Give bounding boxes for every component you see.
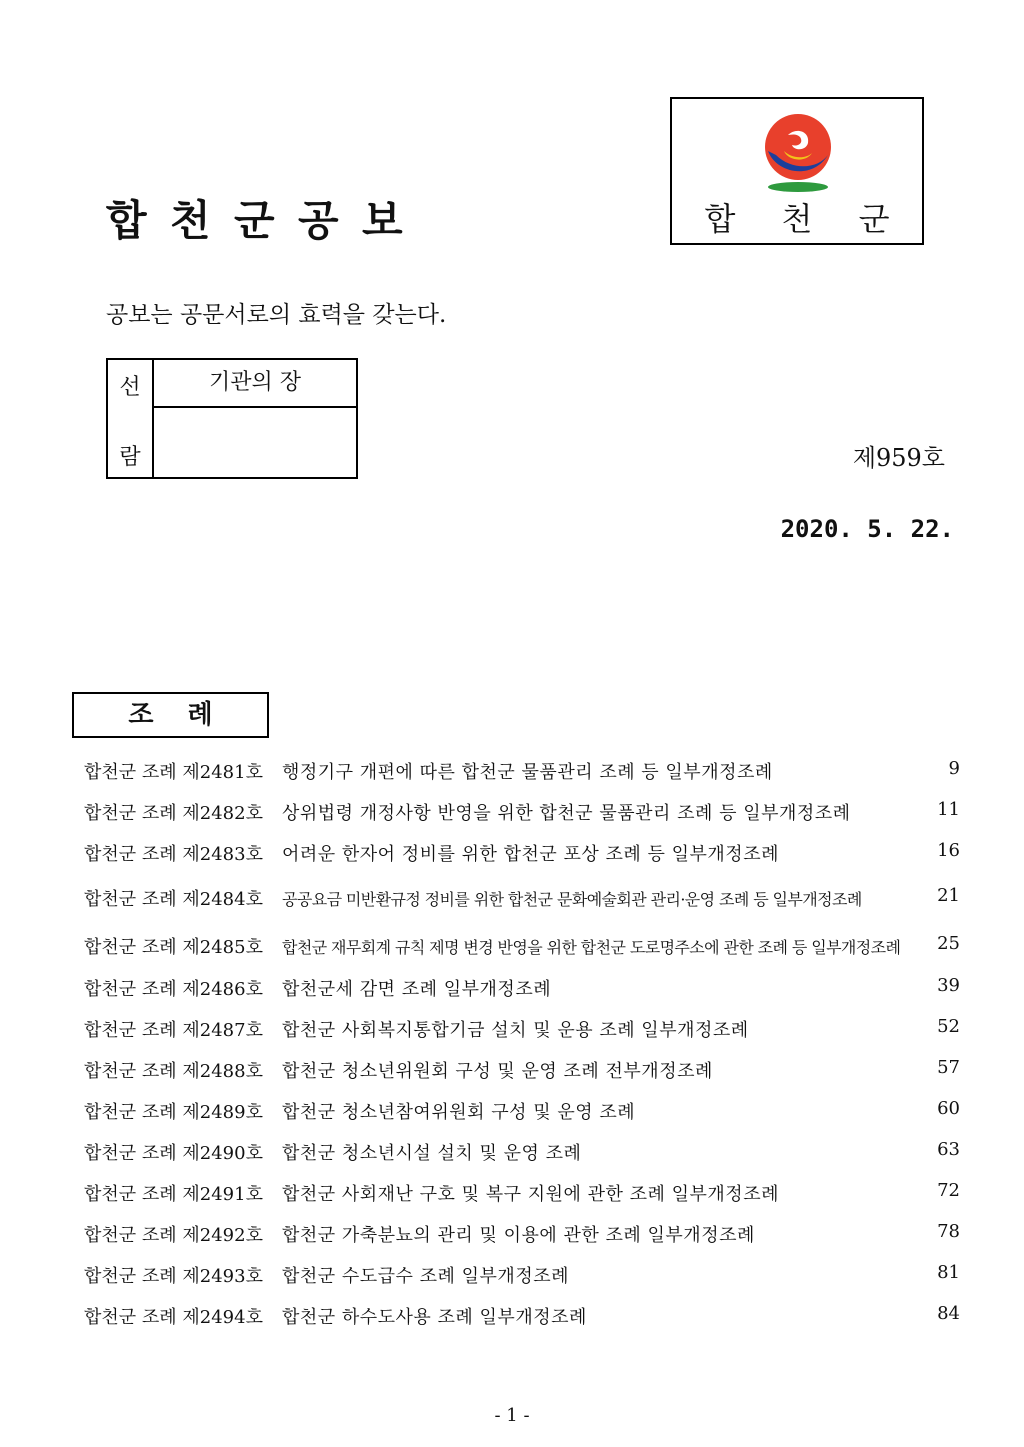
toc-page: 78 (937, 1221, 960, 1242)
toc-title: 합천군 청소년위원회 구성 및 운영 조례 전부개정조례 (282, 1061, 713, 1082)
toc-title: 합천군 사회복지통합기금 설치 및 운용 조례 일부개정조례 (282, 1020, 749, 1041)
toc-title: 합천군 청소년시설 설치 및 운영 조례 (282, 1143, 582, 1164)
gazette-title (106, 188, 426, 248)
toc-row[interactable] (84, 1174, 964, 1215)
toc-row[interactable] (84, 1092, 964, 1133)
toc-ordinance-number: 합천군 조례 제2490호 (84, 1143, 263, 1164)
title-char: 보 (362, 196, 403, 245)
toc-title: 합천군 수도급수 조례 일부개정조례 (282, 1266, 569, 1287)
toc-row[interactable] (84, 1133, 964, 1174)
toc-ordinance-number: 합천군 조례 제2488호 (84, 1061, 263, 1082)
toc-row[interactable] (84, 1215, 964, 1256)
toc-ordinance-number: 합천군 조례 제2492호 (84, 1225, 263, 1246)
toc-page: 84 (937, 1303, 960, 1324)
toc-row[interactable] (84, 969, 964, 1010)
toc-ordinance-number: 합천군 조례 제2484호 (84, 889, 263, 910)
approval-header: 기관의 장 (154, 360, 356, 408)
toc-page: 11 (937, 799, 960, 820)
toc-row[interactable] (84, 834, 964, 875)
toc-row[interactable] (84, 793, 964, 834)
issue-number: 제959호 (852, 444, 945, 472)
toc-row[interactable] (84, 1051, 964, 1092)
approval-label-top: 선 (119, 375, 141, 400)
toc-page: 81 (937, 1262, 960, 1283)
section-title: 조례 (72, 692, 269, 738)
toc-row[interactable] (84, 1010, 964, 1051)
approval-box (106, 358, 358, 479)
toc-ordinance-number: 합천군 조례 제2482호 (84, 803, 263, 824)
toc-page: 63 (937, 1139, 960, 1160)
toc-title: 공공요금 미반환규정 정비를 위한 합천군 문화예술회관 관리·운영 조례 등 일부개정조례 (282, 890, 862, 909)
toc-title: 합천군 재무회계 규칙 제명 변경 반영을 위한 합천군 도로명주소에 관한 조례 등 일부개정조례 (282, 938, 901, 957)
subtitle: 공보는 공문서로의 효력을 갖는다. (106, 302, 447, 328)
toc-row[interactable] (84, 923, 964, 969)
toc-page: 60 (937, 1098, 960, 1119)
toc-title: 행정기구 개편에 따른 합천군 물품관리 조례 등 일부개정조례 (282, 762, 773, 783)
toc-page: 57 (937, 1057, 960, 1078)
issue-date: 2020. 5. 22. (780, 515, 954, 543)
logo-text: 합 천 군 (704, 200, 908, 238)
title-char: 공 (298, 196, 339, 245)
toc-page: 39 (937, 975, 960, 996)
toc-page: 72 (937, 1180, 960, 1201)
toc-ordinance-number: 합천군 조례 제2491호 (84, 1184, 263, 1205)
toc-title: 합천군세 감면 조례 일부개정조례 (282, 979, 552, 1000)
toc-row[interactable] (84, 1297, 964, 1338)
approval-label-bottom: 람 (119, 445, 141, 470)
toc-ordinance-number: 합천군 조례 제2489호 (84, 1102, 263, 1123)
toc-ordinance-number: 합천군 조례 제2486호 (84, 979, 263, 1000)
toc-row[interactable] (84, 752, 964, 793)
page-footer: - 1 - (494, 1405, 530, 1426)
toc-page: 16 (937, 840, 960, 861)
toc-title: 합천군 가축분뇨의 관리 및 이용에 관한 조례 일부개정조례 (282, 1225, 755, 1246)
toc-title: 합천군 청소년참여위원회 구성 및 운영 조례 (282, 1102, 636, 1123)
toc-page: 9 (948, 758, 960, 779)
toc-title: 합천군 사회재난 구호 및 복구 지원에 관한 조례 일부개정조례 (282, 1184, 779, 1205)
title-char: 천 (170, 196, 211, 245)
toc-page: 21 (937, 885, 960, 906)
county-emblem-icon (762, 111, 834, 193)
toc-ordinance-number: 합천군 조례 제2485호 (84, 937, 263, 958)
toc-page: 52 (937, 1016, 960, 1037)
toc-ordinance-number: 합천군 조례 제2483호 (84, 844, 263, 865)
toc-ordinance-number: 합천군 조례 제2494호 (84, 1307, 263, 1328)
toc-title: 상위법령 개정사항 반영을 위한 합천군 물품관리 조례 등 일부개정조례 (282, 803, 851, 824)
approval-label-column (108, 360, 154, 477)
toc-ordinance-number: 합천군 조례 제2493호 (84, 1266, 263, 1287)
toc-row[interactable] (84, 875, 964, 923)
table-of-contents (84, 752, 964, 1338)
toc-row[interactable] (84, 1256, 964, 1297)
toc-ordinance-number: 합천군 조례 제2481호 (84, 762, 263, 783)
title-char: 합 (106, 196, 147, 245)
toc-page: 25 (937, 933, 960, 954)
toc-title: 어려운 한자어 정비를 위한 합천군 포상 조례 등 일부개정조례 (282, 844, 779, 865)
toc-title: 합천군 하수도사용 조례 일부개정조례 (282, 1307, 587, 1328)
toc-ordinance-number: 합천군 조례 제2487호 (84, 1020, 263, 1041)
county-logo-box (670, 97, 924, 245)
title-char: 군 (234, 196, 275, 245)
